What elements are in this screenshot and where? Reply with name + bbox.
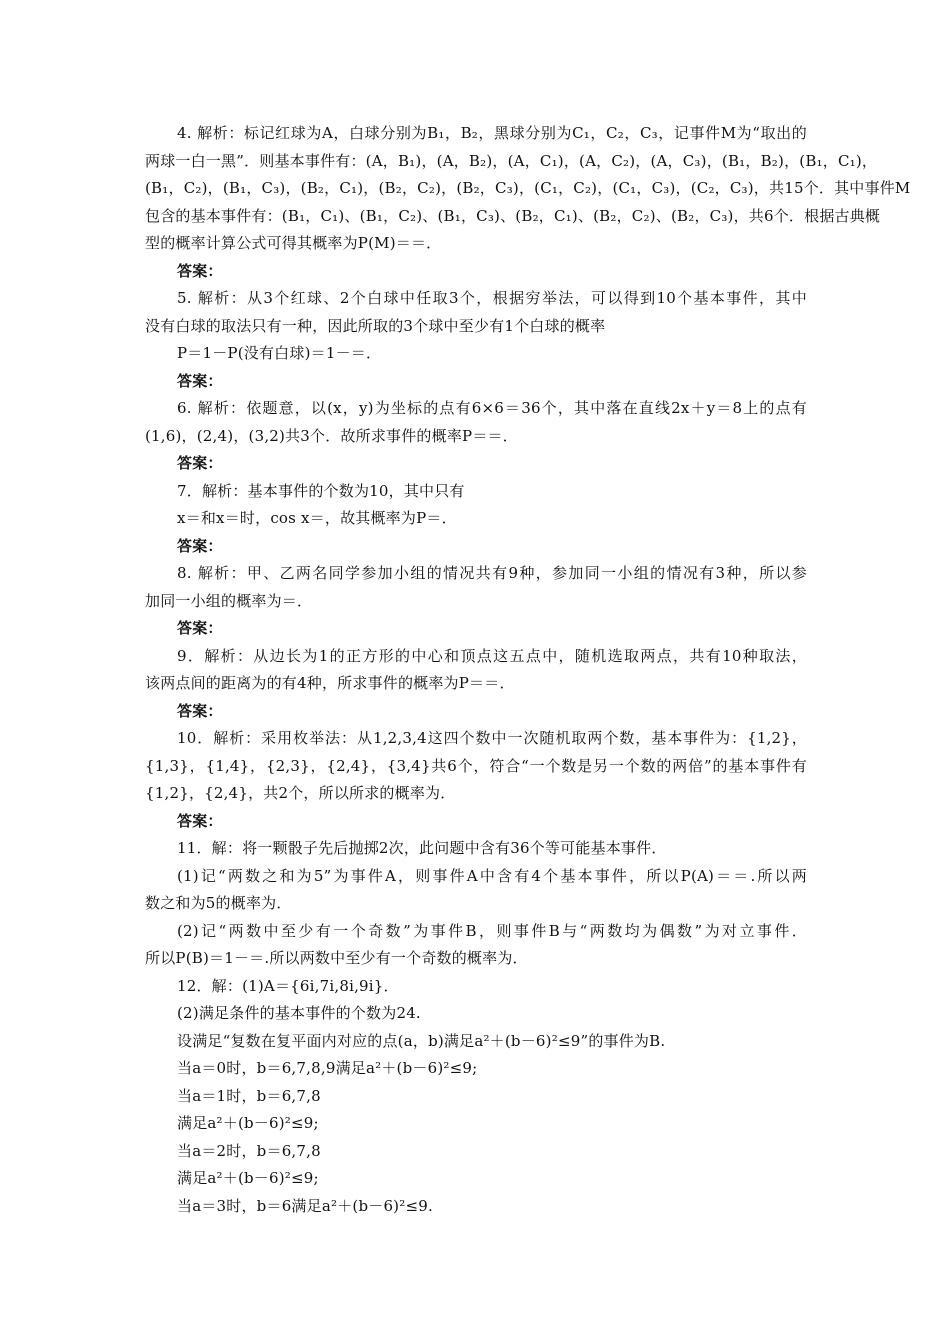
text-line: 型的概率计算公式可得其概率为P(M)＝＝． [145,234,442,252]
text-line: 8. 解析：甲、乙两名同学参加小组的情况共有9种，参加同一小组的情况有3种，所以参 [177,564,807,582]
text-line: (1,6)，(2,4)，(3,2)共3个．故所求事件的概率P＝＝． [145,426,518,445]
text-line: 12．解：(1)A＝{6i,7i,8i,9i}． [177,976,399,995]
text-line: 包含的基本事件有：(B₁，C₁)、(B₁，C₂)、(B₁，C₃)、(B₂，C₁)、(B₂，C₂)、(B₂，C₃)，共6个．根据古典概 [145,206,881,225]
answer-label: 答案： [177,371,223,390]
text-line: 满足a²＋(b－6)²≤9; [177,1114,319,1132]
text-line: (2)记“两数中至少有一个奇数”为事件B，则事件B与“两数均为偶数”为对立事件． [177,921,807,940]
text-line: {1,3}，{1,4}，{2,3}，{2,4}，{3,4}共6个，符合“一个数是另一个数的两倍”的基本事件有 [145,756,807,775]
text-line: {1,2}，{2,4}，共2个，所以所求的概率为． [145,784,456,802]
text-line: 11．解：将一颗骰子先后抛掷2次，此问题中含有36个等可能基本事件． [177,839,667,857]
text-line: x＝和x＝时，cos x＝，故其概率为P＝． [177,509,457,527]
text-line: 6. 解析：依题意，以(x，y)为坐标的点有6×6＝36个，其中落在直线2x＋y＝8上的点有 [177,399,807,417]
text-line: 10．解析：采用枚举法：从1,2,3,4这四个数中一次随机取两个数，基本事件为：{1,2}， [177,729,807,747]
text-line: 9．解析：从边长为1的正方形的中心和顶点这五点中，随机选取两点，共有10种取法， [177,646,807,665]
text-line: 加同一小组的概率为＝． [145,591,313,610]
text-line: (1)记“两数之和为5”为事件A，则事件A中含有4个基本事件，所以P(A)＝＝.所以两 [177,866,807,885]
text-line: 设满足“复数在复平面内对应的点(a，b)满足a²＋(b－6)²≤9”的事件为B. [177,1031,666,1050]
answer-label: 答案： [177,619,223,637]
answer-label: 答案： [177,261,223,280]
text-line: 当a＝3时，b＝6满足a²＋(b－6)²≤9. [177,1196,433,1215]
answer-label: 答案： [177,811,223,830]
text-line: 数之和为5的概率为． [145,894,292,912]
text-line: 当a＝2时，b＝6,7,8 [177,1141,321,1160]
answer-label: 答案： [177,536,223,555]
answer-label: 答案： [177,454,223,472]
solution-text-body [145,120,911,1220]
text-line: 两球一白一黑”．则基本事件有：(A，B₁)，(A，B₂)，(A，C₁)，(A，C₂)，(A，C₃)，(B₁，B₂)，(B₁，C₁)， [145,151,878,170]
text-line: P＝1－P(没有白球)＝1－＝． [177,344,382,362]
text-line: 当a＝1时，b＝6,7,8 [177,1086,321,1105]
text-line: 7．解析：基本事件的个数为10，其中只有 [177,481,465,500]
text-line: 满足a²＋(b－6)²≤9; [177,1169,319,1187]
text-line: 该两点间的距离为的有4种，所求事件的概率为P＝＝． [145,674,515,692]
text-line: 5. 解析：从3个红球、2个白球中任取3个，根据穷举法，可以得到10个基本事件，其中 [177,289,807,307]
text-line: 没有白球的取法只有一种，因此所取的3个球中至少有1个白球的概率 [145,316,606,335]
text-line: 4. 解析：标记红球为A，白球分别为B₁，B₂，黑球分别为C₁，C₂，C₃，记事件M为“取出的 [177,124,807,142]
answer-label: 答案： [177,701,223,720]
text-line: 当a＝0时，b＝6,7,8,9满足a²＋(b－6)²≤9; [177,1059,478,1077]
text-line: 所以P(B)＝1－＝.所以两数中至少有一个奇数的概率为． [145,949,528,967]
text-line: (2)满足条件的基本事件的个数为24. [177,1004,421,1022]
text-line: (B₁，C₂)，(B₁，C₃)，(B₂，C₁)，(B₂，C₂)，(B₂，C₃)，(C₁，C₂)，(C₁，C₃)，(C₂，C₃)，共15个．其中事件M [145,179,911,197]
